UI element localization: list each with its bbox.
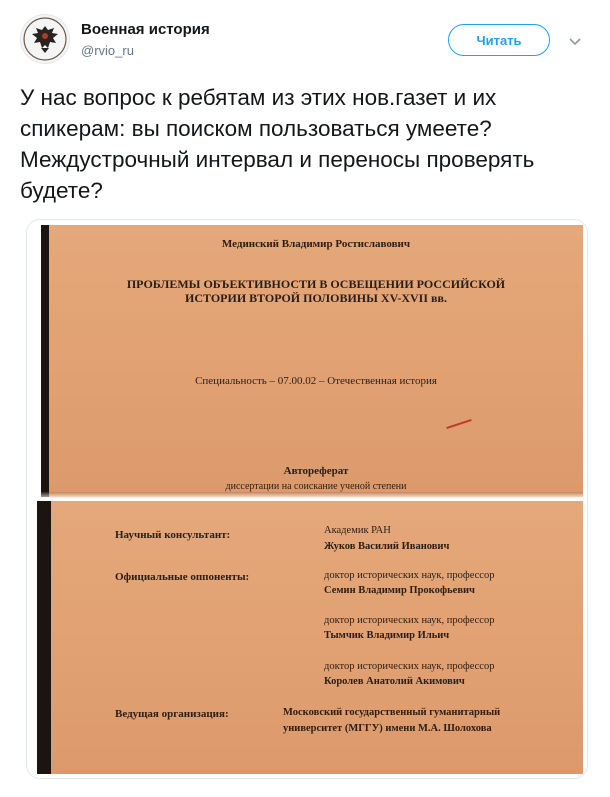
opponent-3-name: Королев Анатолий Акимович (324, 676, 465, 687)
tweet-text: У нас вопрос к ребятам из этих нов.газет и их спикерам: вы поиском пользоваться умеете? Междустрочный интервал и переносы проверять будете? (20, 85, 535, 203)
account-avatar[interactable] (20, 14, 70, 64)
scan-author: Мединский Владимир Ростиславович (221, 238, 411, 250)
tweet-header (20, 14, 590, 64)
red-pen-mark (446, 419, 471, 429)
opponent-2-name: Тымчик Владимир Ильич (324, 630, 450, 641)
tweet-media-image[interactable] (26, 219, 588, 779)
scan-committee-page (37, 501, 583, 774)
scan-doc-subtitle: диссертации на соискание ученой степени (225, 481, 407, 492)
lead-org-line-2: университет (МГГУ) имени М.А. Шолохова (283, 723, 492, 734)
follow-button[interactable]: Читать (448, 24, 550, 56)
consultant-rank: Академик РАН (324, 525, 391, 536)
account-handle[interactable]: @rvio_ru (81, 43, 134, 58)
opponent-2-title: доктор исторических наук, профессор (324, 615, 495, 626)
opponent-1-name: Семин Владимир Прокофьевич (324, 585, 475, 596)
double-headed-eagle-emblem-icon (21, 15, 69, 63)
scan-title-line-2: ИСТОРИИ ВТОРОЙ ПОЛОВИНЫ XV-XVII вв. (184, 291, 447, 305)
lead-org-line-1: Московский государственный гуманитарный (283, 707, 501, 718)
consultant-label: Научный консультант: (115, 529, 231, 541)
consultant-name: Жуков Василий Иванович (324, 541, 450, 552)
scan-specialty: Специальность – 07.00.02 – Отечественная история (195, 375, 437, 387)
scan-dissertation-title (49, 277, 583, 305)
opponents-label: Официальные оппоненты: (115, 571, 250, 583)
chevron-down-icon[interactable] (568, 34, 582, 48)
scan-title-line-1: ПРОБЛЕМЫ ОБЪЕКТИВНОСТИ В ОСВЕЩЕНИИ РОССИЙСКОЙ (126, 277, 506, 291)
opponent-1-title: доктор исторических наук, профессор (324, 570, 495, 581)
lead-org-label: Ведущая организация: (115, 708, 229, 720)
account-name[interactable]: Военная история (81, 21, 210, 38)
scan-doc-type: Автореферат (283, 465, 349, 477)
opponent-3-title: доктор исторических наук, профессор (324, 661, 495, 672)
scan-title-page (41, 225, 583, 497)
